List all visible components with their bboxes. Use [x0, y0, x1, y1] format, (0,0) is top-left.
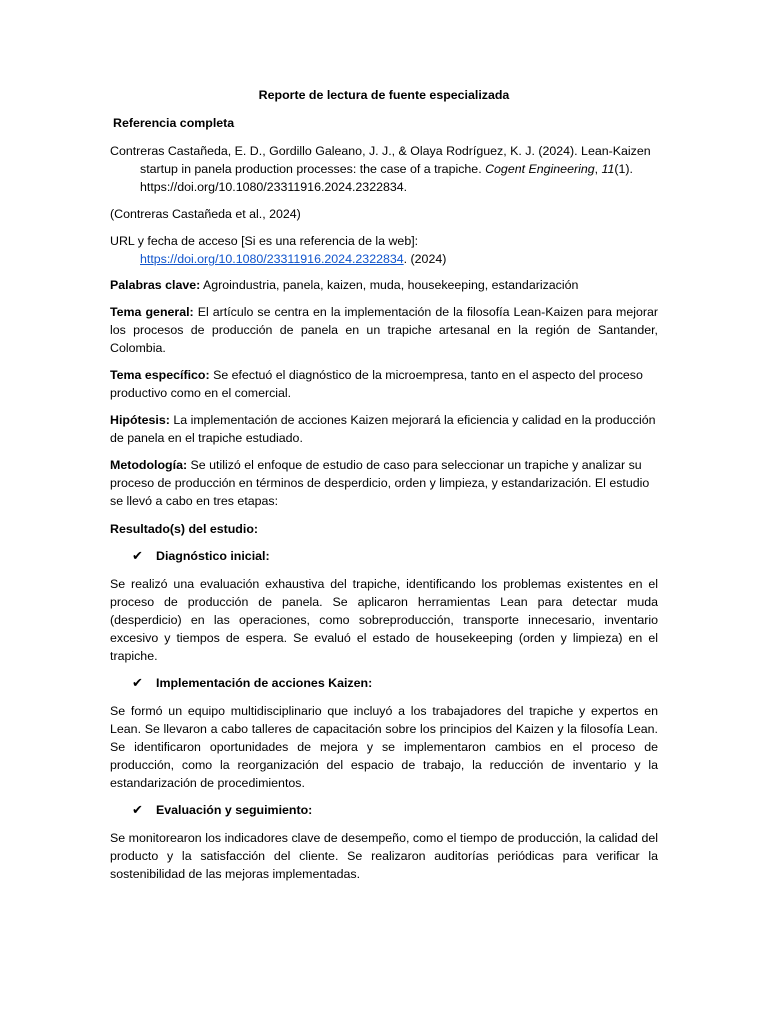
keywords-field: [110, 276, 658, 294]
general-topic-field: [110, 303, 658, 357]
citation-volume: 11: [601, 162, 615, 176]
specific-topic-text: Se efectuó el diagnóstico de la microempresa, tanto en el aspecto del proceso productivo como en el comercial.: [110, 368, 643, 400]
stage-1-text: Se realizó una evaluación exhaustiva del trapiche, identificando los problemas existentes en el proceso de producción de panela. Se aplicaron herramientas Lean para detectar muda (desperdicio) en las operaciones, como sobreproducción, transporte innecesario, inventario excesivo y tiempos de espera. Se evaluó el estado de housekeeping (orden y limpieza) en el trapiche.: [110, 577, 658, 663]
citation-sep: ,: [594, 162, 602, 176]
doi-link[interactable]: https://doi.org/10.1080/23311916.2024.2322834: [140, 252, 404, 266]
specific-topic-field: [110, 366, 658, 402]
page-title: Reporte de lectura de fuente especializada: [258, 88, 510, 102]
checkmark-icon: ✔: [132, 676, 143, 691]
stage-1-title: Diagnóstico inicial:: [156, 549, 270, 563]
document-body: [110, 86, 658, 892]
checkmark-icon: ✔: [132, 803, 143, 818]
hypothesis-text: La implementación de acciones Kaizen mejorará la eficiencia y calidad en la producción de panela en el trapiche estudiado.: [110, 413, 656, 445]
hypothesis-label: Hipótesis:: [110, 413, 170, 427]
keywords-text: Agroindustria, panela, kaizen, muda, housekeeping, estandarización: [200, 278, 579, 292]
methodology-text: Se utilizó el enfoque de estudio de caso para seleccionar un trapiche y analizar su proceso de producción en términos de desperdicio, orden y limpieza, y estandarización. El estudio se llevó a cabo en tres etapas:: [110, 458, 650, 508]
checkmark-icon: ✔: [132, 549, 143, 564]
short-citation: (Contreras Castañeda et al., 2024): [110, 207, 301, 221]
results-heading: Resultado(s) del estudio:: [110, 522, 259, 536]
stage-2-text: Se formó un equipo multidisciplinario que incluyó a los trabajadores del trapiche y expertos en Lean. Se llevaron a cabo talleres de capacitación sobre los principios del Kaizen y la filosofía Lean. Se identificaron oportunidades de mejora y se implementaron cambios en el proceso de producción, como la reorganización del espacio de trabajo, la reducción de inventario y la estandarización de procedimientos.: [110, 704, 658, 790]
url-access: [110, 232, 658, 268]
hypothesis-field: [110, 411, 658, 447]
stage-2-heading: [132, 674, 658, 693]
methodology-field: [110, 456, 658, 510]
stage-1-heading: [132, 547, 658, 566]
stage-3-heading: [132, 801, 658, 820]
citation-issue-doi: (1). https://doi.org/10.1080/23311916.2024.2322834.: [140, 162, 633, 194]
url-access-suffix: . (2024): [403, 252, 447, 266]
url-access-label: URL y fecha de acceso [Si es una referencia de la web]:: [110, 234, 419, 248]
full-citation: [110, 142, 658, 196]
citation-journal: Cogent Engineering: [485, 162, 595, 176]
stage-2-title: Implementación de acciones Kaizen:: [156, 676, 373, 690]
general-topic-label: Tema general:: [110, 305, 194, 319]
reference-heading: Referencia completa: [113, 116, 235, 130]
stage-3-title: Evaluación y seguimiento:: [156, 803, 313, 817]
citation-authors: Contreras Castañeda, E. D., Gordillo Galeano, J. J., & Olaya Rodríguez, K. J. (2024). Lean-Kaizen startup in panela production processes: the case of a trapiche.: [110, 144, 651, 176]
specific-topic-label: Tema específico:: [110, 368, 210, 382]
general-topic-text: El artículo se centra en la implementación de la filosofía Lean-Kaizen para mejorar los procesos de producción de panela en un trapiche artesanal en la región de Santander, Colombia.: [110, 305, 658, 355]
stage-3-text: Se monitorearon los indicadores clave de desempeño, como el tiempo de producción, la calidad del producto y la satisfacción del cliente. Se realizaron auditorías periódicas para verificar la sostenibilidad de las mejoras implementadas.: [110, 831, 658, 881]
keywords-label: Palabras clave:: [110, 278, 201, 292]
methodology-label: Metodología:: [110, 458, 188, 472]
